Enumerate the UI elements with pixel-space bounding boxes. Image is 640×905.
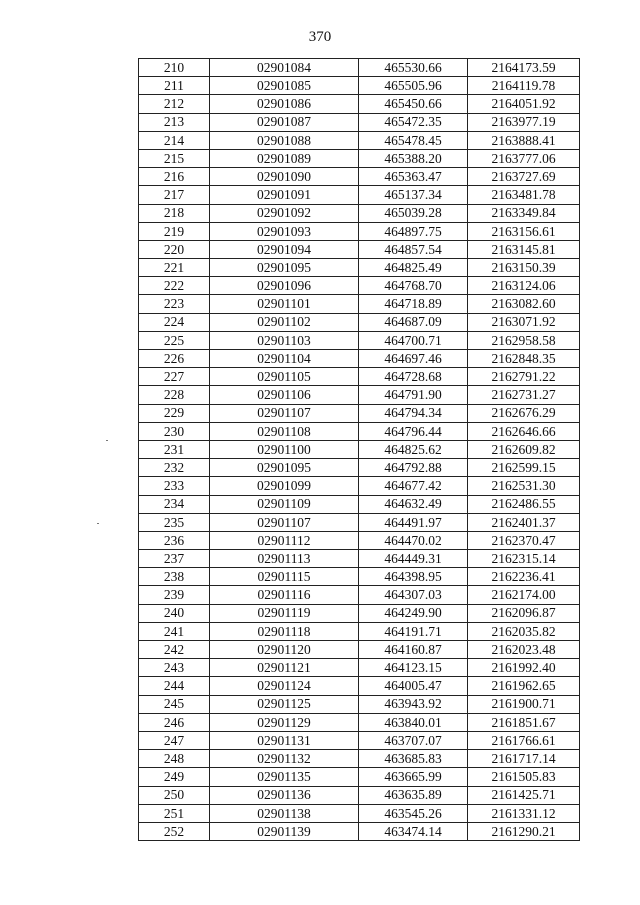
y-coordinate-cell: 2162848.35 [468,350,580,368]
row-number-cell: 235 [139,513,210,531]
table-row [139,622,580,640]
coordinate-table [138,58,580,841]
table-row [139,331,580,349]
x-coordinate-cell: 464796.44 [359,422,468,440]
row-number-cell: 248 [139,750,210,768]
point-code-cell: 02901104 [210,350,359,368]
row-number-cell: 251 [139,804,210,822]
x-coordinate-cell: 464632.49 [359,495,468,513]
x-coordinate-cell: 463545.26 [359,804,468,822]
table-row [139,768,580,786]
table-row [139,313,580,331]
x-coordinate-cell: 463474.14 [359,822,468,840]
row-number-cell: 231 [139,440,210,458]
row-number-cell: 246 [139,713,210,731]
y-coordinate-cell: 2162609.82 [468,440,580,458]
point-code-cell: 02901107 [210,404,359,422]
y-coordinate-cell: 2163150.39 [468,259,580,277]
x-coordinate-cell: 463707.07 [359,731,468,749]
row-number-cell: 220 [139,240,210,258]
y-coordinate-cell: 2162174.00 [468,586,580,604]
x-coordinate-cell: 464718.89 [359,295,468,313]
y-coordinate-cell: 2163888.41 [468,131,580,149]
y-coordinate-cell: 2163777.06 [468,149,580,167]
point-code-cell: 02901089 [210,149,359,167]
row-number-cell: 228 [139,386,210,404]
table-row [139,659,580,677]
point-code-cell: 02901088 [210,131,359,149]
row-number-cell: 238 [139,568,210,586]
row-number-cell: 223 [139,295,210,313]
point-code-cell: 02901087 [210,113,359,131]
point-code-cell: 02901136 [210,786,359,804]
row-number-cell: 243 [139,659,210,677]
point-code-cell: 02901121 [210,659,359,677]
y-coordinate-cell: 2161962.65 [468,677,580,695]
point-code-cell: 02901094 [210,240,359,258]
y-coordinate-cell: 2162646.66 [468,422,580,440]
row-number-cell: 215 [139,149,210,167]
row-number-cell: 222 [139,277,210,295]
x-coordinate-cell: 464825.62 [359,440,468,458]
table-row [139,204,580,222]
point-code-cell: 02901105 [210,368,359,386]
point-code-cell: 02901112 [210,531,359,549]
row-number-cell: 226 [139,350,210,368]
row-number-cell: 211 [139,77,210,95]
x-coordinate-cell: 465388.20 [359,149,468,167]
table-row [139,641,580,659]
point-code-cell: 02901125 [210,695,359,713]
row-number-cell: 224 [139,313,210,331]
row-number-cell: 219 [139,222,210,240]
y-coordinate-cell: 2163481.78 [468,186,580,204]
row-number-cell: 221 [139,259,210,277]
row-number-cell: 234 [139,495,210,513]
y-coordinate-cell: 2162599.15 [468,459,580,477]
table-row [139,77,580,95]
point-code-cell: 02901116 [210,586,359,604]
scan-speck [106,440,108,441]
point-code-cell: 02901095 [210,459,359,477]
point-code-cell: 02901139 [210,822,359,840]
x-coordinate-cell: 464307.03 [359,586,468,604]
table-row [139,131,580,149]
row-number-cell: 241 [139,622,210,640]
y-coordinate-cell: 2162531.30 [468,477,580,495]
x-coordinate-cell: 464191.71 [359,622,468,640]
y-coordinate-cell: 2162370.47 [468,531,580,549]
x-coordinate-cell: 464398.95 [359,568,468,586]
point-code-cell: 02901113 [210,550,359,568]
row-number-cell: 227 [139,368,210,386]
point-code-cell: 02901090 [210,168,359,186]
x-coordinate-cell: 464897.75 [359,222,468,240]
point-code-cell: 02901135 [210,768,359,786]
point-code-cell: 02901100 [210,440,359,458]
y-coordinate-cell: 2163124.06 [468,277,580,295]
point-code-cell: 02901086 [210,95,359,113]
table-row [139,586,580,604]
x-coordinate-cell: 464700.71 [359,331,468,349]
row-number-cell: 225 [139,331,210,349]
table-row [139,713,580,731]
point-code-cell: 02901108 [210,422,359,440]
y-coordinate-cell: 2162096.87 [468,604,580,622]
point-code-cell: 02901101 [210,295,359,313]
table-row [139,422,580,440]
table-row [139,404,580,422]
y-coordinate-cell: 2164051.92 [468,95,580,113]
table-row [139,750,580,768]
x-coordinate-cell: 464794.34 [359,404,468,422]
x-coordinate-cell: 464792.88 [359,459,468,477]
y-coordinate-cell: 2163977.19 [468,113,580,131]
point-code-cell: 02901084 [210,59,359,77]
point-code-cell: 02901118 [210,622,359,640]
row-number-cell: 239 [139,586,210,604]
x-coordinate-cell: 464123.15 [359,659,468,677]
y-coordinate-cell: 2164119.78 [468,77,580,95]
y-coordinate-cell: 2162023.48 [468,641,580,659]
y-coordinate-cell: 2163156.61 [468,222,580,240]
y-coordinate-cell: 2161992.40 [468,659,580,677]
x-coordinate-cell: 465039.28 [359,204,468,222]
x-coordinate-cell: 465530.66 [359,59,468,77]
x-coordinate-cell: 465137.34 [359,186,468,204]
y-coordinate-cell: 2163082.60 [468,295,580,313]
y-coordinate-cell: 2161505.83 [468,768,580,786]
table-row [139,804,580,822]
point-code-cell: 02901095 [210,259,359,277]
table-row [139,477,580,495]
x-coordinate-cell: 463665.99 [359,768,468,786]
row-number-cell: 245 [139,695,210,713]
point-code-cell: 02901129 [210,713,359,731]
row-number-cell: 233 [139,477,210,495]
y-coordinate-cell: 2163727.69 [468,168,580,186]
x-coordinate-cell: 464687.09 [359,313,468,331]
row-number-cell: 232 [139,459,210,477]
table-row [139,695,580,713]
row-number-cell: 229 [139,404,210,422]
point-code-cell: 02901119 [210,604,359,622]
y-coordinate-cell: 2162486.55 [468,495,580,513]
row-number-cell: 242 [139,641,210,659]
y-coordinate-cell: 2162676.29 [468,404,580,422]
page-number: 370 [308,29,332,45]
y-coordinate-cell: 2162791.22 [468,368,580,386]
table-row [139,277,580,295]
point-code-cell: 02901124 [210,677,359,695]
point-code-cell: 02901138 [210,804,359,822]
x-coordinate-cell: 464768.70 [359,277,468,295]
table-row [139,495,580,513]
y-coordinate-cell: 2161766.61 [468,731,580,749]
x-coordinate-cell: 464491.97 [359,513,468,531]
x-coordinate-cell: 464005.47 [359,677,468,695]
point-code-cell: 02901109 [210,495,359,513]
table-row [139,149,580,167]
row-number-cell: 237 [139,550,210,568]
table-row [139,568,580,586]
row-number-cell: 249 [139,768,210,786]
point-code-cell: 02901099 [210,477,359,495]
point-code-cell: 02901093 [210,222,359,240]
row-number-cell: 212 [139,95,210,113]
x-coordinate-cell: 464160.87 [359,641,468,659]
x-coordinate-cell: 463635.89 [359,786,468,804]
table-row [139,259,580,277]
point-code-cell: 02901120 [210,641,359,659]
point-code-cell: 02901103 [210,331,359,349]
x-coordinate-cell: 464728.68 [359,368,468,386]
row-number-cell: 216 [139,168,210,186]
row-number-cell: 247 [139,731,210,749]
y-coordinate-cell: 2162236.41 [468,568,580,586]
row-number-cell: 218 [139,204,210,222]
point-code-cell: 02901132 [210,750,359,768]
table-row [139,822,580,840]
y-coordinate-cell: 2161851.67 [468,713,580,731]
y-coordinate-cell: 2163071.92 [468,313,580,331]
x-coordinate-cell: 465505.96 [359,77,468,95]
x-coordinate-cell: 464677.42 [359,477,468,495]
x-coordinate-cell: 463943.92 [359,695,468,713]
y-coordinate-cell: 2162958.58 [468,331,580,349]
table-row [139,531,580,549]
table-row [139,59,580,77]
row-number-cell: 213 [139,113,210,131]
point-code-cell: 02901131 [210,731,359,749]
x-coordinate-cell: 463840.01 [359,713,468,731]
table-row [139,786,580,804]
table-row [139,386,580,404]
table-row [139,240,580,258]
row-number-cell: 236 [139,531,210,549]
x-coordinate-cell: 464857.54 [359,240,468,258]
table-row [139,368,580,386]
x-coordinate-cell: 465363.47 [359,168,468,186]
y-coordinate-cell: 2161900.71 [468,695,580,713]
x-coordinate-cell: 464697.46 [359,350,468,368]
table-row [139,350,580,368]
point-code-cell: 02901085 [210,77,359,95]
table-row [139,604,580,622]
table-row [139,731,580,749]
row-number-cell: 244 [139,677,210,695]
x-coordinate-cell: 465478.45 [359,131,468,149]
row-number-cell: 210 [139,59,210,77]
x-coordinate-cell: 465472.35 [359,113,468,131]
table-row [139,440,580,458]
x-coordinate-cell: 463685.83 [359,750,468,768]
row-number-cell: 230 [139,422,210,440]
x-coordinate-cell: 464825.49 [359,259,468,277]
y-coordinate-cell: 2163349.84 [468,204,580,222]
table-row [139,550,580,568]
x-coordinate-cell: 465450.66 [359,95,468,113]
table-row [139,295,580,313]
point-code-cell: 02901091 [210,186,359,204]
table-row [139,677,580,695]
coordinate-table-body [139,59,580,841]
scan-speck [97,523,99,524]
y-coordinate-cell: 2162315.14 [468,550,580,568]
y-coordinate-cell: 2163145.81 [468,240,580,258]
table-row [139,113,580,131]
y-coordinate-cell: 2161290.21 [468,822,580,840]
y-coordinate-cell: 2162731.27 [468,386,580,404]
x-coordinate-cell: 464791.90 [359,386,468,404]
x-coordinate-cell: 464470.02 [359,531,468,549]
row-number-cell: 240 [139,604,210,622]
table-row [139,95,580,113]
row-number-cell: 217 [139,186,210,204]
x-coordinate-cell: 464449.31 [359,550,468,568]
table-row [139,459,580,477]
point-code-cell: 02901102 [210,313,359,331]
y-coordinate-cell: 2161331.12 [468,804,580,822]
row-number-cell: 250 [139,786,210,804]
table-row [139,222,580,240]
y-coordinate-cell: 2164173.59 [468,59,580,77]
point-code-cell: 02901096 [210,277,359,295]
row-number-cell: 214 [139,131,210,149]
y-coordinate-cell: 2161425.71 [468,786,580,804]
x-coordinate-cell: 464249.90 [359,604,468,622]
point-code-cell: 02901106 [210,386,359,404]
y-coordinate-cell: 2161717.14 [468,750,580,768]
point-code-cell: 02901092 [210,204,359,222]
table-row [139,513,580,531]
table-row [139,168,580,186]
y-coordinate-cell: 2162035.82 [468,622,580,640]
y-coordinate-cell: 2162401.37 [468,513,580,531]
point-code-cell: 02901107 [210,513,359,531]
point-code-cell: 02901115 [210,568,359,586]
table-row [139,186,580,204]
row-number-cell: 252 [139,822,210,840]
